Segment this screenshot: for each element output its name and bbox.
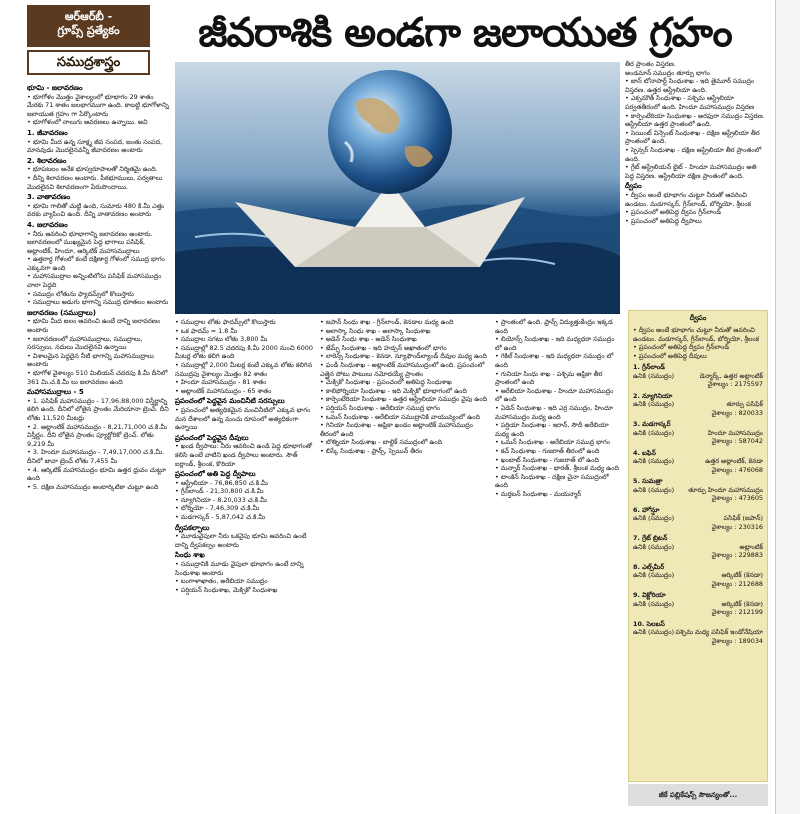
section-heading: సింధు శాఖ xyxy=(175,551,205,560)
island-location-row xyxy=(633,543,763,552)
paragraph: • న్యూగినియా - 8,20,033 చ.కి.మీ xyxy=(175,496,315,505)
paragraph: • జాన్ బోనాపార్ట్ సింధుశాఖ - ఇది తైమూర్ సముద్రం విస్తరణ. ఉత్తర ఆస్ట్రేలియా ఉంది. xyxy=(625,77,765,94)
island-entry xyxy=(633,449,763,475)
island-area: వైశాల్యం : 229883 xyxy=(711,551,763,559)
island-area-row xyxy=(633,580,763,589)
island-location: ఆర్కిటిక్ (కెనడా) xyxy=(721,599,763,608)
paragraph: • ద్వీపం అంటే భూభాగం చుట్టూ నీరుతో ఆవరించి ఉండటం. మడగాస్కర్, గ్రీన్‌లాండ్, బోర్నియో, శ్రీలంక xyxy=(625,191,765,208)
section-heading: ద్వీపం xyxy=(625,182,642,191)
paper-boat-globe-image xyxy=(175,62,620,314)
paragraph: • 2. అట్లాంటిక్ మహాసముద్రం - 8,21,71,000 చ.కి.మీ విస్తీర్ణం. దీని లోతైన ప్రాంతం ప్యూర్టోరికో ట్రెంచ్. లోతు 9,219 మీ xyxy=(27,423,170,449)
island-location: డెన్మార్క్, ఉత్తర అట్లాంటిక్ xyxy=(699,371,763,380)
island-location-row xyxy=(633,600,763,609)
paragraph: • ప్రాంతంలో ఉంది. ఫ్రాన్స్ విద్యుత్తుకేంద్రం ఇక్కడ ఉంది xyxy=(495,318,620,335)
section-badge xyxy=(27,5,150,47)
paragraph: • టాంకిన్ సింధుశాఖ - దక్షిణ చైనా సముద్రంలో ఉంది xyxy=(495,473,620,490)
island-location-row xyxy=(633,514,763,523)
column-5 xyxy=(625,60,765,300)
island-area: వైశాల్యం : 820033 xyxy=(711,408,763,417)
island-area: వైశాల్యం : 476068 xyxy=(711,465,763,474)
island-area-row xyxy=(633,409,763,418)
paragraph: • గ్రేట్ ఆస్ట్రేలియన్ బైట్ - హిందూ మహాసముద్రం అతి పెద్ద విస్తరణ. ఆస్ట్రేలియా దక్షిణ ప్రాంతంలో ఉంది. xyxy=(625,163,765,180)
paragraph: • అట్లాంటిక్ మహాసముద్రం - 65 శాతం xyxy=(175,387,315,396)
paragraph: • ప్రపంచంలో అతిపెద్ద ద్వీపాలు xyxy=(625,217,765,226)
island-area-row xyxy=(633,608,763,617)
paragraph: • పర్షియా సింధుశాఖ - ఇరాన్, సౌదీ అరేబియా మధ్య ఉంది xyxy=(495,421,620,438)
section-heading: మహాసముద్రాలు - 5 xyxy=(27,388,84,397)
islands-intro-line: • ప్రపంచంలో అతిపెద్ద దీవులు xyxy=(633,352,763,361)
island-name: 3. మడగాస్కర్ xyxy=(633,420,671,428)
islands-box-intro xyxy=(633,326,763,360)
paragraph: • మహాసముద్రాల అన్నింటిలోను పసిఫిక్ మహాసముద్రం చాలా పెద్దది xyxy=(27,272,170,289)
islands-list xyxy=(633,363,763,645)
paragraph: • ఏడెన్ సింధుశాఖ - ఇది ఎర్ర సముద్రం, హిందూ మహాసముద్రం మధ్య ఉంది xyxy=(495,404,620,421)
islands-box xyxy=(628,310,768,782)
paragraph: • సముద్రాల్లో 2,000 మీటర్ల కంటే ఎక్కువ లోతు కలిగిన సముద్రపు వైశాల్యం మొత్తం 82 శాతం xyxy=(175,361,315,378)
paragraph: • లారెన్స్ సింధుశాఖ - కెనడా, న్యూఫౌండ్‌ల్యాండ్ దీవుల మధ్య ఉంది xyxy=(320,352,490,361)
column-4 xyxy=(495,318,620,814)
paragraph: • గెకిల్ సింధుశాఖ - ఇది మధ్యధరా సముద్రం లో ఉంది xyxy=(495,352,620,369)
paragraph: • ఖండ ద్వీపాలు: నీరు ఆవరించి ఉండి పెద్ద భూభాగంతో కలిసి ఉంటే వాటిని ఖండ ద్వీపాలు అంటారు. సౌత్ ఐర్లాండ్, శ్రీలంక, కొరియా xyxy=(175,442,315,468)
paragraph: • ప్రపంచంలో అతిపెద్ద ద్వీపం గ్రీన్‌లాండ్ xyxy=(625,208,765,217)
section-heading: భూమి - జలావరణం xyxy=(27,84,83,92)
island-entry xyxy=(633,591,763,617)
paragraph: అండమాన్ సముద్రం తూర్పు భాగం xyxy=(625,68,710,77)
island-location: ఉత్తర అట్లాంటిక్, కెనడా xyxy=(705,457,763,465)
section-heading: 4. జలావరణం xyxy=(27,220,68,229)
paragraph: • సెయింట్ విన్సెంట్ సింధుశాఖ - దక్షిణ ఆస్ట్రేలియా తీర ప్రాంతంలో ఉంది. xyxy=(625,129,765,146)
island-name: 10. సెలబస్ xyxy=(633,619,665,628)
island-entry xyxy=(633,420,763,446)
island-area: వైశాల్యం : 587042 xyxy=(711,437,763,445)
islands-intro-line: • ద్వీపం అంటే భూభాగం చుట్టూ నీరుతో ఆవరించి ఉండటం. మడగాస్కర్, గ్రీన్‌లాండ్, బోర్నియో, శ్రీలంక xyxy=(633,326,763,343)
paragraph: • భూమి మీద ఉన్న సూక్ష్మ జీవ సంపద, జంతు సంపద, మానవుడు మొదలైనవన్నీ జీవావరణం అంటారు xyxy=(27,138,170,155)
island-location: తూర్పు హిందూ మహాసముద్రం xyxy=(688,485,763,494)
badge-line-1: ఆర్‌ఆర్‌బీ - xyxy=(64,10,113,23)
paragraph: • ఫండీ సింధుశాఖ - అట్లాంటిక్ మహాసముద్రంలో ఉంది. ప్రపంచంలో ఎత్తైన పోటు పాటులు నమోదయ్యే ప్రాంతం xyxy=(320,361,490,378)
column-3 xyxy=(320,318,490,814)
island-location-row xyxy=(633,400,763,409)
column-1 xyxy=(27,82,170,812)
paragraph: • పర్షియన్ సింధుశాఖ - అరేబియా సముద్ర భాగం xyxy=(320,404,490,413)
paragraph: • మన్నార్ సింధుశాఖ - భారత్, శ్రీలంక మధ్య ఉంది xyxy=(495,464,620,473)
paragraph: • గ్రీన్‌లాండ్ - 21,30,800 చ.కి.మీ xyxy=(175,487,315,496)
island-location-row xyxy=(633,457,763,466)
paragraph: • నీరు ఆవరించి భూభాగాన్ని జలావరణం అంటారు. జలావరణంలో ముఖ్యమైన పెద్ద భాగాలు పసిఫిక్, అట్లాంటిక్, హిందూ, ఆర్కిటిక్ మహాసముద్రాలు xyxy=(27,230,170,256)
island-name: 9. విక్టోరియా xyxy=(633,591,666,599)
section-heading: ద్వీపకల్పాలు xyxy=(175,523,210,532)
islands-box-title: ద్వీపం xyxy=(689,314,707,322)
paragraph: • అరేబియా సింధుశాఖ - హిందూ మహాసముద్రం లో ఉంది xyxy=(495,387,620,404)
paragraph: • కార్పెంటేరియా సింధుశాఖ - ఉత్తర ఆస్ట్రేలియా సముద్రం వైపు ఉంది xyxy=(320,395,490,404)
island-location: అట్లాంటిక్ xyxy=(739,542,763,551)
paragraph: • ఒమన్ సింధుశాఖ - అరేబియా సముద్రానికి వాయువ్యంలో ఉంది xyxy=(320,413,490,422)
paragraph: • జలావరణంలో మహాసముద్రాలు, సముద్రాలు, సరస్సులు, నదులు మొదలైనవి ఉన్నాయి xyxy=(27,335,170,352)
location-label: ఉనికి (సముద్రం) xyxy=(633,400,675,408)
island-location: ఆర్కిటిక్ (కెనడా) xyxy=(721,571,763,579)
island-area: వైశాల్యం : 2175597 xyxy=(707,380,763,388)
island-entry xyxy=(633,620,763,646)
paragraph: • పర్షియన్ సింధుశాఖ, మెక్సికో సింధుశాఖ xyxy=(175,586,315,595)
island-location-row xyxy=(633,486,763,495)
island-location: హిందూ మహాసముద్రం xyxy=(707,428,763,437)
islands-intro-line: • ప్రపంచంలో అతిపెద్ద ద్వీపం గ్రీన్‌లాండ్ xyxy=(633,343,763,352)
island-area: వైశాల్యం : 473605 xyxy=(711,494,763,502)
island-location-row xyxy=(633,628,763,637)
column-2 xyxy=(175,318,315,814)
island-area-row xyxy=(633,437,763,446)
location-label: ఉనికి (సముద్రం) xyxy=(633,599,675,608)
paragraph: • అడెన్ సింధు శాఖ - అడెన్ సింధుశాఖ xyxy=(320,335,490,344)
paragraph: • గునియా సింధు శాఖ - పశ్చిమ ఆఫ్రికా తీర ప్రాంతంలో ఉంది xyxy=(495,370,620,387)
subject-label: సముద్రశాస్త్రం xyxy=(27,50,150,75)
island-area-row xyxy=(633,380,763,389)
paragraph: • ఒక ఫాదమ్ = 1.8 మీ xyxy=(175,327,315,336)
page-headline: జీవరాశికి అండగా జలాయుత గ్రహం xyxy=(198,9,732,56)
paragraph: • 1. పసిఫిక్ మహాసముద్రం - 17,96,88,000 విస్తీర్ణాన్ని కలిగి ఉంది. దీనిలో లోతైన ప్రాంతం మేరియానా ట్రెంచ్. దీని లోతు 11,520 మీటర్లు xyxy=(27,397,170,423)
paragraph: • ఆస్ట్రేలియా - 76,86,850 చ.కి.మీ xyxy=(175,479,315,488)
island-area-row xyxy=(633,551,763,560)
island-entry xyxy=(633,477,763,503)
paragraph: • 4. ఆర్కిటిక్ మహాసముద్రం భూమి ఉత్తర ధ్రువం చుట్టూ ఉంది xyxy=(27,466,170,483)
island-entry xyxy=(633,392,763,418)
island-name: 5. సుమత్రా xyxy=(633,477,663,485)
paragraph: • మడగాస్కర్ - 5,87,042 చ.కి.మీ xyxy=(175,513,315,522)
paragraph: • 5. దక్షిణ మహాసముద్రం అంటార్కిటికా చుట్టూ ఉంది xyxy=(27,483,170,492)
paragraph: • హిందూ మహాసముద్రం - 81 శాతం xyxy=(175,378,315,387)
paragraph: • భూగోళ వైశాల్యం 510 మిలియన్ చదరపు కి.మీ దీనిలో 361 మి.చ.కి.మీ లు జలావరణం ఉంది xyxy=(27,369,170,386)
paragraph: • జపాన్ సింధు శాఖ - గ్రీన్‌లాండ్, కెనడాల మధ్య ఉంది xyxy=(320,318,490,327)
adjacent-page-edge xyxy=(775,0,800,814)
island-area-row xyxy=(633,637,763,646)
publisher-credit: జీకే పబ్లికేషన్స్ సౌజన్యంతో... xyxy=(628,784,768,806)
island-entry xyxy=(633,563,763,589)
location-label: ఉనికి (సముద్రం) xyxy=(633,371,675,380)
location-label: ఉనికి (సముద్రం) xyxy=(633,457,675,465)
paragraph: • భూగోళం మొత్తం వైశాల్యంలో భూభాగం 29 శాతం మేరకు 71 శాతం జలభాగముగా ఉంది. కాబట్టి భూగోళాన్ని జలాయుత గ్రహం గా పేర్కొంటారు xyxy=(27,93,170,119)
island-name: 8. ఎల్స్‌మీర్ xyxy=(633,562,665,571)
paragraph: • కాలిఫోర్నియా సింధుశాఖ - ఇది మెక్సికో భూభాగంలో ఉంది xyxy=(320,387,490,396)
island-name: 7. గ్రేట్ బ్రిటన్ xyxy=(633,534,668,542)
island-name: 2. న్యూగినియా xyxy=(633,391,673,400)
paragraph: • స్పెన్సర్ సింధుశాఖ - దక్షిణ ఆస్ట్రేలియా తీర ప్రాంతంలో ఉంది. xyxy=(625,146,765,163)
island-location: పసిఫిక్ (జపాన్) xyxy=(723,514,763,522)
paragraph: • ఉత్తరార్ధ గోళంలో కంటే దక్షిణార్ధ గోళంలో సముద్ర భాగం ఎక్కువగా ఉంది xyxy=(27,255,170,272)
paragraph: • దీన్ని శిలావరణం అంటారు. పీఠభూములు, పర్వతాలు మొదలైనవి శిలావరణంగా పేరుపొందాయి. xyxy=(27,174,170,191)
paragraph: • భూమి గాలితో చుట్టి ఉంది, సుమారు 480 కి.మీ ఎత్తు వరకు వ్యాపించి ఉంది. దీన్ని వాతావరణం అంటారు xyxy=(27,202,170,219)
paragraph: • మెక్సికో సింధుశాఖ - ప్రపంచంలో అతిపెద్ద సింధుశాఖ xyxy=(320,378,490,387)
island-name: 1. గ్రీన్‌లాండ్ xyxy=(633,363,665,371)
paragraph: • ఒమన్ సింధుశాఖ - అరేబియా సముద్ర భాగం xyxy=(495,438,620,447)
paragraph: • బోర్నియో - 7,46,309 చ.కి.మీ xyxy=(175,504,315,513)
paragraph: • కచ్ సింధుశాఖ - గుజరాత్ తీరంలో ఉంది xyxy=(495,447,620,456)
island-area: వైశాల్యం : 189034 xyxy=(711,636,763,645)
section-heading: జలావరణం (సముద్రాలు) xyxy=(27,308,96,317)
section-heading: 2. శిలావరణం xyxy=(27,156,67,165)
island-area-row xyxy=(633,494,763,503)
island-area: వైశాల్యం : 230316 xyxy=(711,522,763,531)
paragraph: • గినియా సింధుశాఖ - ఆఫ్రికా ఖండం అట్లాంటిక్ మహాసముద్రం తీరంలో ఉంది xyxy=(320,421,490,438)
paragraph: • భూపటలం అనేక భూస్వరూపాలతో నిర్మితమై ఉంది. xyxy=(27,165,170,174)
island-area-row xyxy=(633,523,763,532)
paragraph: తీర ప్రాంతం విస్తరణ. xyxy=(625,60,676,68)
section-heading: ప్రపంచంలో అతి పెద్ద ద్వీపాలు xyxy=(175,470,256,479)
island-location-row xyxy=(633,429,763,438)
island-area: వైశాల్యం : 212688 xyxy=(711,579,763,588)
island-area-row xyxy=(633,466,763,475)
paragraph: • విశాలమైన పెద్దదైన నీటి భాగాన్ని మహాసముద్రాలు అంటారు xyxy=(27,352,170,369)
location-label: ఉనికి (సముద్రం) xyxy=(633,514,675,522)
section-heading: ప్రపంచంలో పెద్దవైన దీవులు xyxy=(175,433,249,442)
paragraph: • జేమ్స్ సింధుశాఖ - ఇది హడ్సన్ అఖాతంలో భాగం xyxy=(320,344,490,353)
paragraph: • సముద్రాల సగటు లోతు 3,800 మీ xyxy=(175,335,315,344)
paragraph: • సముద్రాల లోతు ఫాదమ్స్‌లో కొలుస్తారు xyxy=(175,318,315,327)
island-location: తూర్పు పసిఫిక్ xyxy=(726,400,763,408)
paragraph: • కార్పెంటేరియా సింధుశాఖ - అరఫురా సముద్రం విస్తరణ. ఆస్ట్రేలియా ఉత్తర ప్రాంతంలో ఉంది. xyxy=(625,112,765,129)
paragraph: • 3. హిందూ మహాసముద్రం - 7,49,17,000 చ.కి.మీ. దీనిలో జావా ట్రెంచ్ లోతు 7,455 మీ xyxy=(27,448,170,465)
island-name: 6. హోన్షూ xyxy=(633,505,660,514)
section-heading: 3. వాతావరణం xyxy=(27,193,71,202)
paragraph: • సముద్రం లోతును ఫ్యాదమ్స్‌లో కొలుస్తారు xyxy=(27,290,170,299)
paragraph: • మూడువైపులా నీరు ఒకవైపు భూమి ఆవరించి ఉంటే దాన్ని ద్వీపకల్పం అంటారు xyxy=(175,532,315,549)
section-heading: ప్రపంచంలో పెద్దవైన మంచినీటి సరస్సులు xyxy=(175,397,285,406)
paragraph: • అలాస్కా సింధు శాఖ - అలాస్కా సింధుశాఖ xyxy=(320,327,490,336)
badge-line-2: గ్రూప్స్ ప్రత్యేకం xyxy=(57,24,120,37)
paragraph: • మర్తబన్ సింధుశాఖ - మయన్మార్ xyxy=(495,490,620,499)
paragraph: • భూగోళంలో నాలుగు ఆవరణలు ఉన్నాయి. అవి xyxy=(27,118,170,127)
location-label: ఉనికి (సముద్రం) xyxy=(633,485,675,494)
paragraph: • సముద్రానికి మూడు వైపులా భూభాగం ఉంటే దాన్ని సింధుశాఖ అంటారు xyxy=(175,560,315,577)
paragraph: • ఖంబాట్ సింధుశాఖ - గుజరాత్ లో ఉంది xyxy=(495,456,620,465)
paragraph: • లియోన్స్ సింధుశాఖ - ఇది మధ్యధరా సముద్రం లో ఉంది xyxy=(495,335,620,352)
island-name: 4. బఫిన్ xyxy=(633,448,656,457)
paragraph: • సముద్రాల్లో 82.5 చదరపు కి.మీ 2000 నుంచి 6000 మీటర్ల లోతు కలిగి ఉంది xyxy=(175,344,315,361)
hero-illustration xyxy=(175,62,620,314)
paragraph: • బిస్కే సింధుశాఖ - ఫ్రాన్స్, స్పెయిన్ తీరం xyxy=(320,447,490,456)
paragraph: • భూమి మీద జలం ఆవరించి ఉంటే దాన్ని జలావరణం అంటారు xyxy=(27,317,170,334)
paragraph: • సముద్రాలు అడుగు భాగాన్ని సముద్ర భూతలం అంటారు xyxy=(27,298,170,307)
location-label: ఉనికి (సముద్రం) xyxy=(633,571,675,579)
island-location-row xyxy=(633,571,763,580)
paragraph: • ప్రపంచంలో అత్యధికమైన మంచినీటిలో ఎక్కువ భాగం మన దేశాలలో ఉన్న మంచు రూపంలో అత్యధికంగా ఉన్నాయి xyxy=(175,406,315,432)
island-entry xyxy=(633,363,763,389)
island-location-row xyxy=(633,372,763,381)
island-location: పశ్చిమ మధ్య పసిఫిక్ ఇండోనేషియా xyxy=(675,628,763,636)
location-label: ఉనికి (సముద్రం) xyxy=(633,542,675,551)
location-label: ఉనికి (సముద్రం) xyxy=(633,628,675,636)
island-entry xyxy=(633,506,763,532)
paragraph: • బంగాళాఖాతం, అరేబియా సముద్రం xyxy=(175,577,315,586)
section-heading: 1. జీవావరణం xyxy=(27,128,68,137)
paragraph: • బొత్నియా సింధుశాఖ - బాల్టిక్ సముద్రంలో ఉంది xyxy=(320,438,490,447)
island-area: వైశాల్యం : 212199 xyxy=(711,608,763,616)
paragraph: • ఎక్సమౌత్ సింధుశాఖ - పశ్చిమ ఆస్ట్రేలియా పర్వతతీరంలో ఉంది. హిందూ మహాసముద్రం విస్తరణ xyxy=(625,94,765,111)
location-label: ఉనికి (సముద్రం) xyxy=(633,428,675,437)
island-entry xyxy=(633,534,763,560)
